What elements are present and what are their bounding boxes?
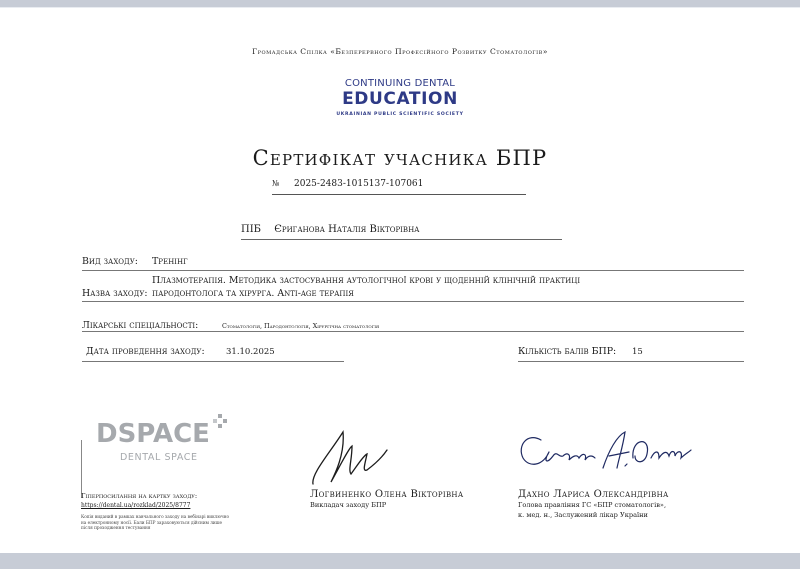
dspace-subtitle: DENTAL SPACE xyxy=(120,452,198,463)
logo-line3: UKRAINIAN PUBLIC SCIENTIFIC SOCIETY xyxy=(336,112,464,117)
top-frame-line xyxy=(0,7,800,8)
dspace-wordmark: DSPACE xyxy=(96,419,210,449)
event-name-underline xyxy=(82,301,744,302)
participant-underline xyxy=(241,239,562,240)
disclaimer xyxy=(81,514,231,531)
event-name-line2: пародонтолога та хірурга. Anti-age терапія xyxy=(152,288,354,299)
signature-logvynenko xyxy=(305,426,395,490)
signatory1-name: Логвиненко Олена Вікторівна xyxy=(310,489,464,500)
date-underline xyxy=(82,361,344,362)
signatory1-role: Викладач заходу БПР xyxy=(310,501,387,509)
event-link-label: Гіперпосилання на картку заходу: xyxy=(81,492,198,500)
participant-row xyxy=(241,224,419,235)
dspace-logo xyxy=(96,414,230,466)
top-frame-bar xyxy=(0,0,800,7)
specialties-label: Лікарські спеціальності: xyxy=(82,320,199,331)
participant-name: Єриганова Наталія Вікторівна xyxy=(274,224,420,235)
disclaimer-line1: Копія виданий в рамках навчального заходу на вебінарі виключно xyxy=(81,514,230,519)
date-value: 31.10.2025 xyxy=(226,347,275,357)
bottom-frame-bar xyxy=(0,553,800,569)
number-symbol: № xyxy=(272,179,280,188)
event-type-label: Вид заходу: xyxy=(82,256,138,267)
provider-divider xyxy=(81,440,82,498)
disclaimer-line3: після проходження тестування xyxy=(81,525,151,531)
signatory2-role1: Голова правління ГС «БПР стоматологів», xyxy=(518,501,667,509)
signatory2-role2: к. мед. н., Заслужений лікар України xyxy=(518,511,648,519)
certificate-title: Сертифікат учасника БПР xyxy=(252,146,548,170)
event-link[interactable]: https://dental.ua/rozklad/2025/8777 xyxy=(81,502,191,509)
specialties-value: Стоматологія, Пародонтологія, Хірургічна стоматологія xyxy=(222,322,380,330)
event-type-value: Тренінг xyxy=(152,256,188,267)
signature-dakhno xyxy=(513,428,693,476)
cde-logo xyxy=(320,78,480,117)
points-label: Кількість балів БПР: xyxy=(518,346,617,357)
date-label: Дата проведення заходу: xyxy=(86,346,205,357)
event-type-underline xyxy=(82,270,744,271)
signatory2-name: Дахно Лариса Олександрівна xyxy=(518,489,669,500)
event-name-line1: Плазмотерапія. Методика застосування аутологічної крові у щоденній клінічній практиці xyxy=(152,275,581,286)
logo-line1: CONTINUING DENTAL xyxy=(344,78,456,89)
number-value: 2025-2483-1015137-107061 xyxy=(294,179,424,189)
points-value: 15 xyxy=(632,347,643,357)
certificate-number xyxy=(272,179,526,195)
logo-line2: EDUCATION xyxy=(342,89,458,109)
disclaimer-line2: на електронному носії. Бали БПР зараховуються дійсним лише xyxy=(81,519,223,525)
organization-name: Громадська Спілка «Безперервного Професійного Розвитку Стоматологів» xyxy=(252,47,548,56)
participant-label: ПІБ xyxy=(241,224,262,235)
specialties-underline xyxy=(82,331,744,332)
event-name-label: Назва заходу: xyxy=(82,288,148,299)
points-underline xyxy=(518,361,744,362)
